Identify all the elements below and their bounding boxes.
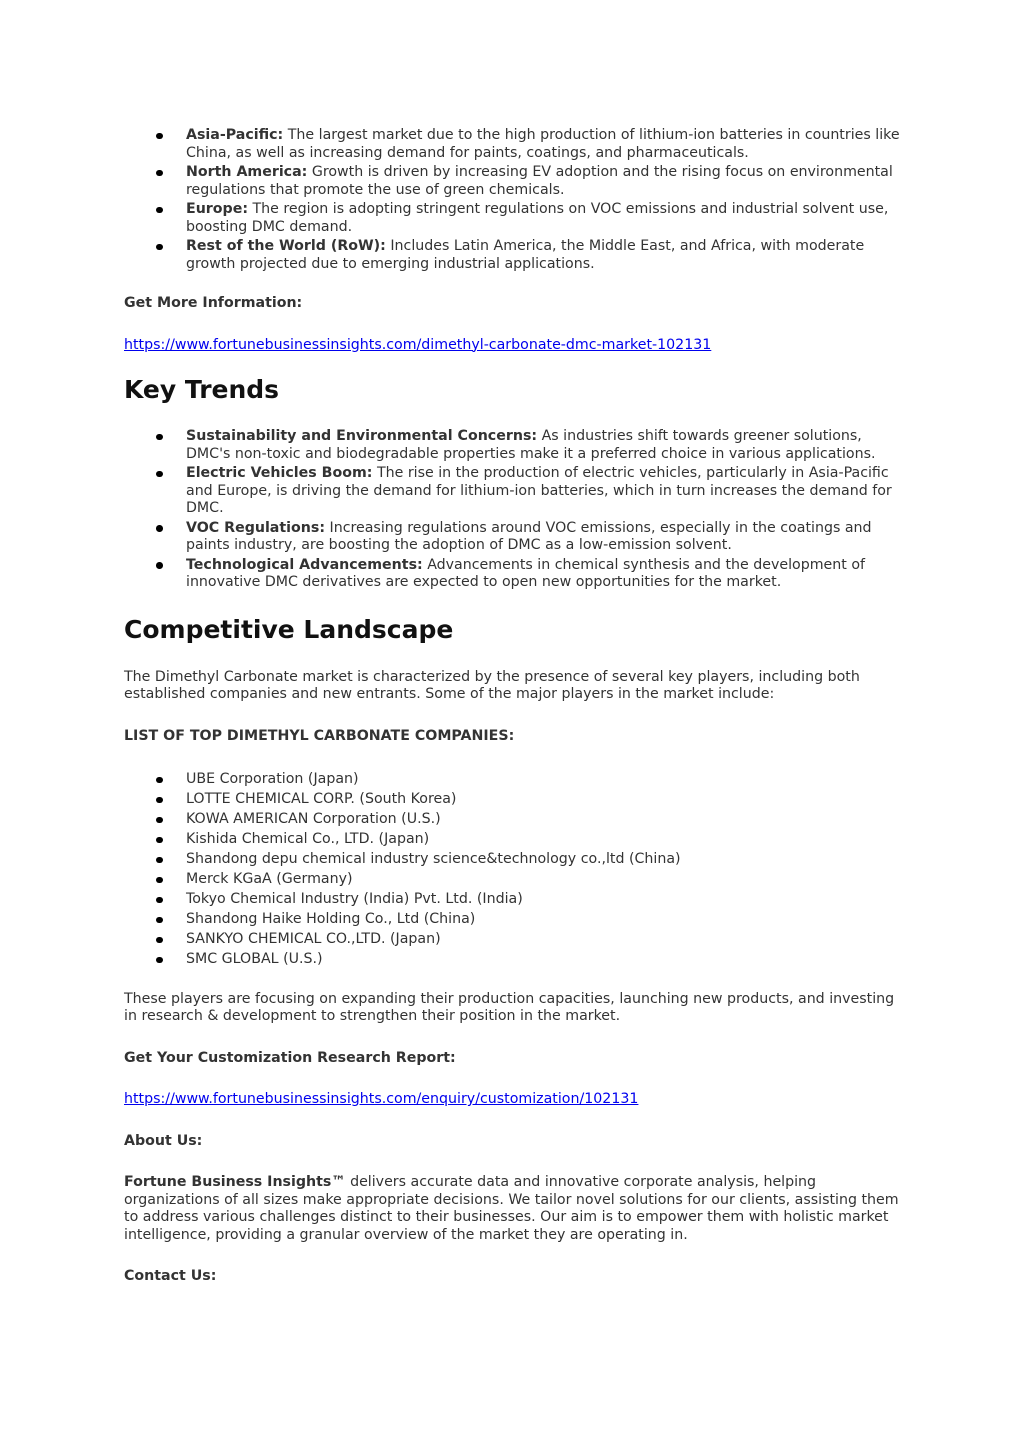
trend-name: Electric Vehicles Boom: [186,465,373,481]
companies-list [124,771,904,969]
region-name: North America: [186,164,308,180]
trend-text: The rise in the production of electric vehicles, particularly in Asia-Pacific and Europe, is driving the demand for lithium-ion batteries, which in turn increases the demand for DMC. [186,465,892,516]
region-text: The region is adopting stringent regulations on VOC emissions and industrial solvent use, boosting DMC demand. [186,201,889,235]
list-item: Shandong depu chemical industry science&technology co.,ltd (China) [124,851,904,869]
list-item: Tokyo Chemical Industry (India) Pvt. Ltd. (India) [124,891,904,909]
list-item: UBE Corporation (Japan) [124,771,904,789]
customization-label: Get Your Customization Research Report: [124,1049,456,1066]
region-text: The largest market due to the high production of lithium-ion batteries in countries like China, as well as increasing demand for paints, coatings, and pharmaceuticals. [186,127,900,161]
list-item [124,465,904,518]
competitive-intro: The Dimethyl Carbonate market is characterized by the presence of several key players, including both established companies and new entrants. Some of the major players in the market include: [124,668,860,702]
trend-text: As industries shift towards greener solutions, DMC's non-toxic and biodegradable properties make it a preferred choice in various applications. [186,428,876,462]
list-item [124,557,904,592]
trend-name: Sustainability and Environmental Concerns: [186,428,538,444]
list-item: Shandong Haike Holding Co., Ltd (China) [124,911,904,929]
about-label: About Us: [124,1132,203,1149]
list-item [124,201,904,236]
list-item: Merck KGaA (Germany) [124,871,904,889]
list-item: KOWA AMERICAN Corporation (U.S.) [124,811,904,829]
more-info-label: Get More Information: [124,295,303,311]
region-name: Asia-Pacific: [186,127,284,143]
regions-list [124,127,904,273]
document-content [124,127,904,1286]
competitive-outro: These players are focusing on expanding their production capacities, launching new products, and investing in research & development to strengthen their position in the market. [124,990,895,1024]
trend-name: Technological Advancements: [186,556,423,573]
list-item [124,520,904,555]
customization-link[interactable]: https://www.fortunebusinessinsights.com/enquiry/customization/102131 [124,1091,639,1107]
key-trends-list [124,428,904,592]
trend-text: Advancements in chemical synthesis and the development of innovative DMC derivatives are expected to open new opportunities for the market. [186,556,866,590]
list-item [124,127,904,162]
companies-list-title: LIST OF TOP DIMETHYL CARBONATE COMPANIES: [124,727,515,744]
about-paragraph [124,1174,904,1244]
list-item: SANKYO CHEMICAL CO.,LTD. (Japan) [124,931,904,949]
list-item: SMC GLOBAL (U.S.) [124,951,904,969]
region-text: Growth is driven by increasing EV adoption and the rising focus on environmental regulations that promote the use of green chemicals. [186,164,893,198]
about-text: delivers accurate data and innovative corporate analysis, helping organizations of all sizes make appropriate decisions. We tailor novel solutions for our clients, assisting them to address various challenges distinct to their businesses. Our aim is to empower them with holistic market intelligence, providing a granular overview of the market they are operating in. [124,1174,899,1243]
trend-text: Increasing regulations around VOC emissions, especially in the coatings and paints industry, are boosting the adoption of DMC as a low-emission solvent. [186,519,872,553]
trend-name: VOC Regulations: [186,519,325,536]
more-info-link[interactable]: https://www.fortunebusinessinsights.com/dimethyl-carbonate-dmc-market-102131 [124,336,712,353]
competitive-landscape-heading: Competitive Landscape [124,614,454,644]
list-item [124,238,904,273]
list-item [124,428,904,463]
list-item: Kishida Chemical Co., LTD. (Japan) [124,831,904,849]
region-name: Europe: [186,201,248,217]
list-item: LOTTE CHEMICAL CORP. (South Korea) [124,791,904,809]
key-trends-heading: Key Trends [124,375,280,404]
list-item [124,164,904,199]
region-text: Includes Latin America, the Middle East, and Africa, with moderate growth projected due to emerging industrial applications. [186,238,865,272]
region-name: Rest of the World (RoW): [186,238,386,254]
brand-name: Fortune Business Insights™ [124,1174,346,1190]
contact-label: Contact Us: [124,1268,217,1284]
